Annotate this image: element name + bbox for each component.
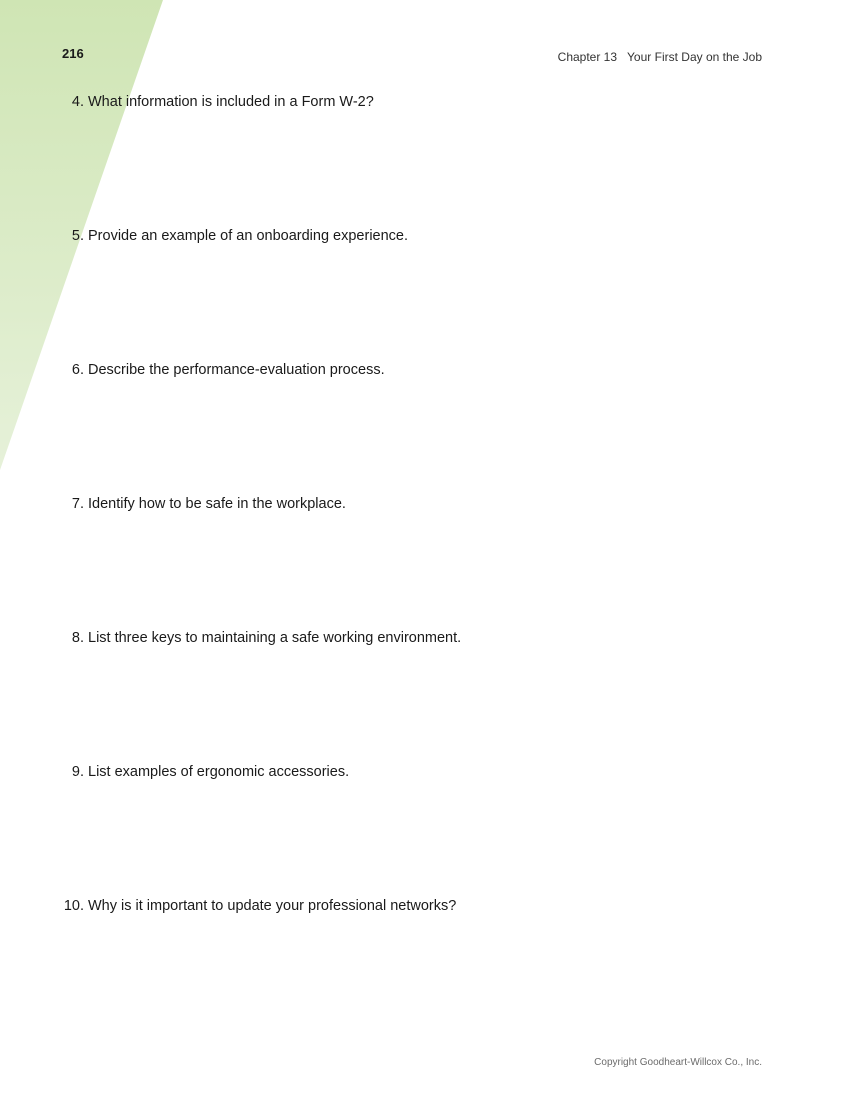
question-text: List examples of ergonomic accessories.	[88, 764, 350, 780]
copyright-footer: Copyright Goodheart-Willcox Co., Inc.	[594, 1057, 762, 1068]
chapter-label: Chapter 13	[557, 50, 618, 64]
question-number: 7.	[71, 496, 84, 512]
question-item	[0, 629, 700, 647]
chapter-title: Your First Day on the Job	[627, 50, 762, 64]
question-item	[0, 897, 700, 915]
question-text: Why is it important to update your professional networks?	[88, 898, 457, 914]
question-item	[0, 227, 700, 245]
question-number: 4.	[71, 94, 84, 110]
question-item	[0, 495, 700, 513]
question-text: Describe the performance-evaluation process.	[88, 362, 385, 378]
question-item	[0, 93, 700, 111]
question-text: Identify how to be safe in the workplace.	[88, 496, 346, 512]
question-item	[0, 763, 700, 781]
question-number: 8.	[71, 630, 84, 646]
question-text: What information is included in a Form W-2?	[88, 94, 374, 110]
question-number: 6.	[71, 362, 84, 378]
question-number: 10.	[63, 898, 84, 914]
question-item	[0, 361, 700, 379]
question-text: List three keys to maintaining a safe working environment.	[88, 630, 462, 646]
question-number: 5.	[71, 228, 84, 244]
question-number: 9.	[71, 764, 84, 780]
question-text: Provide an example of an onboarding experience.	[88, 228, 409, 244]
page-number: 216	[62, 46, 84, 61]
